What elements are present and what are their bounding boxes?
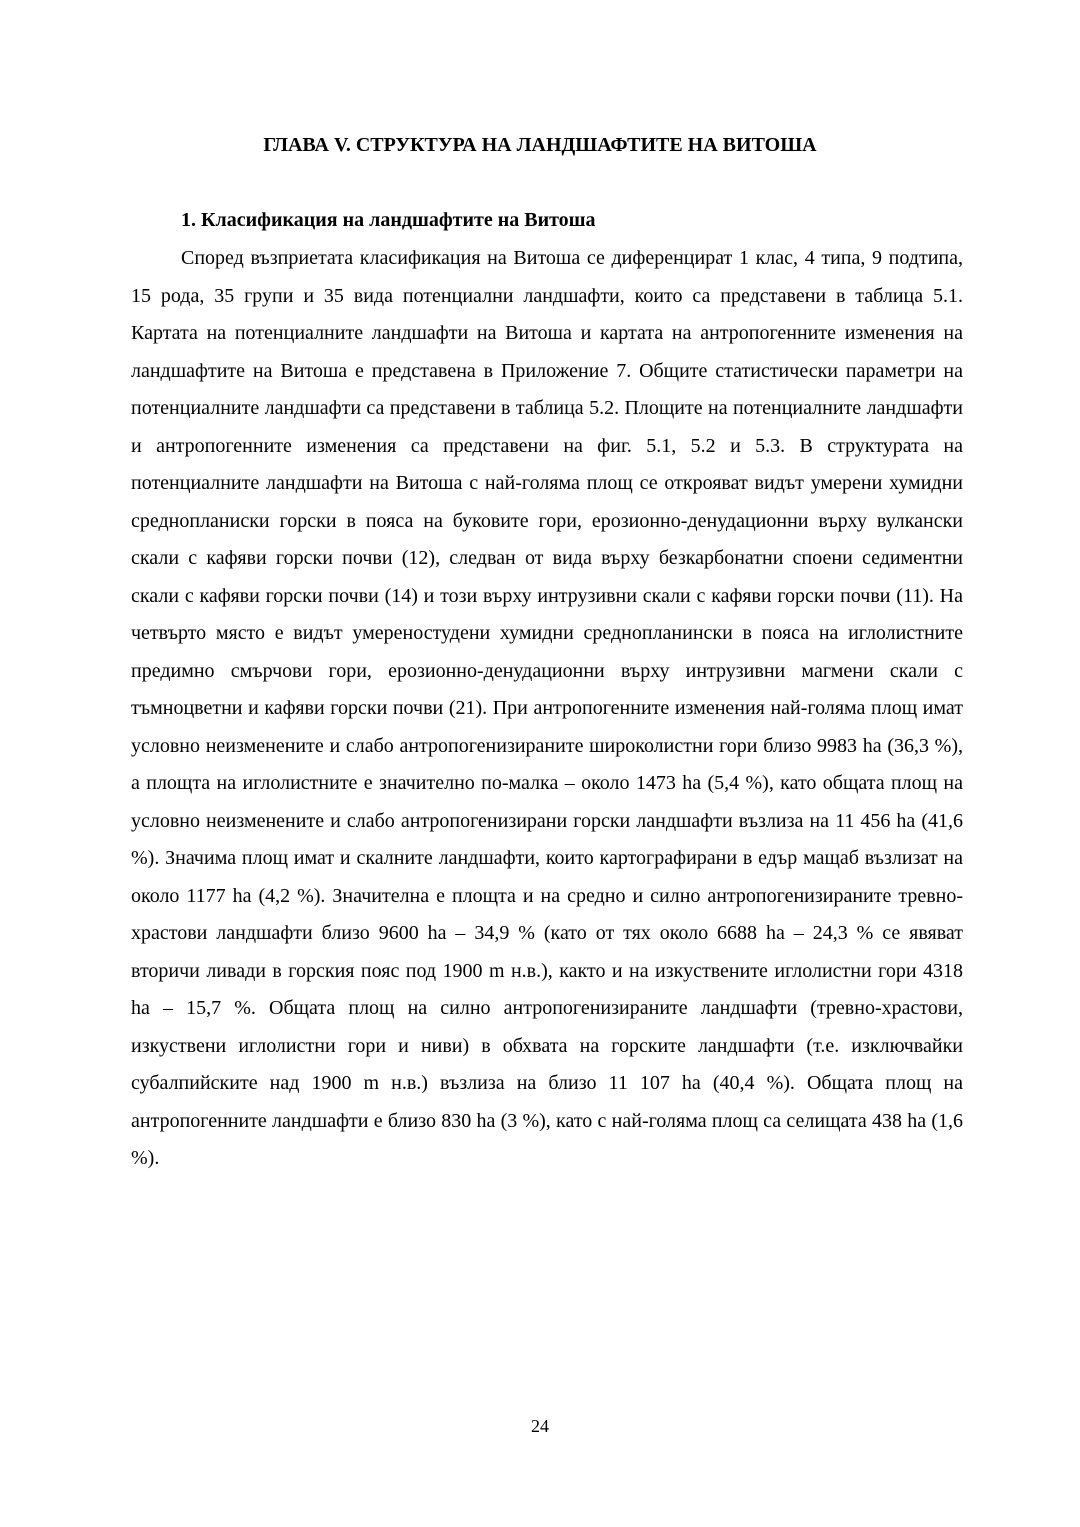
section-heading: 1. Класификация на ландшафтите на Витоша xyxy=(181,209,596,231)
body-paragraph: Според възприетата класификация на Витоша се диференцират 1 клас, 4 типа, 9 подтипа, 15 рода, 35 групи и 35 вида потенциални ландшафти, които са представени в таблица 5.1. Картата на потенциалните ландшафти на Витоша и картата на антропогенните изменения на ландшафтите на Витоша е представена в Приложение 7. Общите статистически параметри на потенциалните ландшафти са представени в таблица 5.2. Площите на потенциалните ландшафти и антропогенните изменения са представени на фиг. 5.1, 5.2 и 5.3. В структурата на потенциалните ландшафти на Витоша с най-голяма площ се открояват видът умерени хумидни среднопланиски горски в пояса на буковите гори, ерозионно-денудационни върху вулкански скали с кафяви горски почви (12), следван от вида върху безкарбонатни споени седиментни скали с кафяви горски почви (14) и този върху интрузивни скали с кафяви горски почви (11). На четвърто място е видът умереностудени хумидни среднопланински в пояса на иглолистните предимно смърчови гори, ерозионно-денудационни върху интрузивни магмени скали с тъмноцветни и кафяви горски почви (21). При антропогенните изменения най-голяма площ имат условно неизменените и слабо антропогенизираните широколистни гори близо 9983 ha (36,3 %), а площта на иглолистните е значително по-малка – около 1473 ha (5,4 %), като общата площ на условно неизменените и слабо антропогенизирани горски ландшафти възлиза на 11 456 ha (41,6 %). Значима площ имат и скалните ландшафти, които картографирани в едър мащаб възлизат на около 1177 ha (4,2 %). Значителна е площта и на средно и силно антропогенизираните тревно-храстови ландшафти близо 9600 ha – 34,9 % (като от тях около 6688 ha – 24,3 % се явяват вторичи ливади в горския пояс под 1900 m н.в.), както и на изкуствените иглолистни гори 4318 ha – 15,7 %. Общата площ на силно антропогенизираните ландшафти (тревно-храстови, изкуствени иглолистни гори и ниви) в обхвата на горските ландшафти (т.е. изключвайки субалпийските над 1900 m н.в.) възлиза на близо 11 107 ha (40,4 %). Общата площ на антропогенните ландшафти е близо 830 ha (3 %), като с най-голяма площ са селищата 438 ha (1,6 %). xyxy=(131,247,963,1169)
chapter-title: ГЛАВА V. СТРУКТУРА НА ЛАНДШАФТИТЕ НА ВИТОША xyxy=(263,134,817,156)
page-number: 24 xyxy=(531,1416,549,1436)
